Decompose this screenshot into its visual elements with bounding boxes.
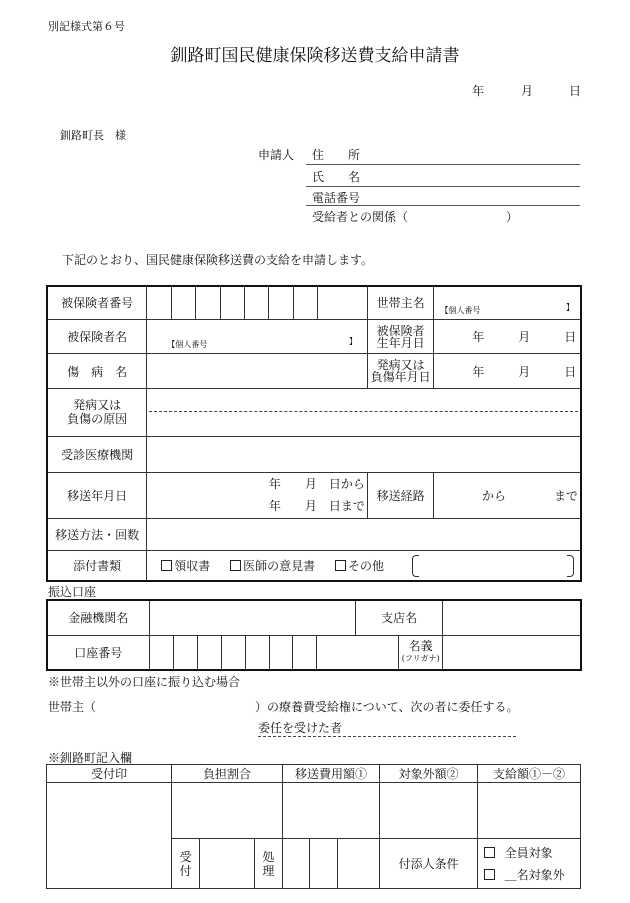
year-label: 年 [472, 330, 485, 345]
insured-number-digit[interactable] [244, 286, 268, 319]
account-digit[interactable] [269, 635, 293, 670]
account-label: 口座番号 [47, 635, 149, 670]
month-label: 月 [304, 499, 317, 514]
header-payment-amount: 支給額①－② [477, 765, 580, 783]
opt-all[interactable] [484, 846, 553, 860]
insured-number-digit[interactable] [269, 286, 293, 319]
injury-label: 傷 病 名 [47, 354, 147, 388]
insured-birth-label [367, 319, 434, 353]
onset-field[interactable] [434, 354, 581, 388]
attach-receipt[interactable] [161, 559, 210, 573]
method-field[interactable] [147, 518, 581, 550]
branch-label: 支店名 [355, 600, 443, 635]
date-day: 日 [569, 84, 582, 98]
insured-birth-label-1: 被保険者 [376, 323, 425, 338]
checkbox-icon[interactable] [335, 560, 346, 571]
phone-label: 電話番号 [312, 191, 361, 205]
onset-label [367, 354, 434, 388]
conditions-label: 付添人条件 [380, 839, 478, 889]
name-line[interactable] [306, 186, 580, 187]
insured-number-digit[interactable] [318, 286, 368, 319]
relation-close: ） [506, 210, 519, 224]
office-table [46, 764, 581, 889]
onset-label-1: 発病又は [376, 358, 425, 373]
insured-number-digit[interactable] [196, 286, 220, 319]
insured-number-digit[interactable] [293, 286, 317, 319]
date-month: 月 [521, 84, 534, 98]
addressee: 釧路町長 様 [60, 129, 126, 142]
checkbox-icon[interactable] [230, 560, 241, 571]
account-digit[interactable] [149, 635, 173, 670]
bank-table [46, 599, 582, 671]
checkbox-icon[interactable] [484, 869, 495, 880]
branch-field[interactable] [443, 600, 581, 635]
address-line[interactable] [306, 164, 580, 165]
household-head-field[interactable] [434, 286, 581, 319]
insured-name-label: 被保険者名 [47, 319, 147, 353]
attach-other[interactable] [335, 559, 384, 573]
holder-kana-label: (フリガナ) [401, 653, 440, 663]
hospital-label: 受診医療機関 [47, 436, 147, 472]
route-field[interactable] [434, 472, 581, 518]
main-table [46, 285, 582, 582]
injury-field[interactable] [147, 354, 368, 388]
phone-line[interactable] [306, 205, 580, 206]
address-label: 住 所 [312, 148, 361, 162]
bracket-close-icon [567, 555, 574, 577]
opt-excl-label: ＿名対象外 [504, 867, 565, 882]
insured-name-field[interactable] [147, 319, 368, 353]
conditions-options [477, 839, 580, 889]
route-label: 移送経路 [367, 472, 434, 518]
excluded-amount-field[interactable] [380, 783, 478, 839]
transfer-date-label: 移送年月日 [47, 472, 147, 518]
holder-label [398, 635, 443, 670]
applicant-label: 申請人 [258, 148, 295, 162]
header-transfer-amount: 移送費用額① [282, 765, 380, 783]
account-digit[interactable] [173, 635, 197, 670]
year-label: 年 [472, 364, 485, 379]
institution-label: 金融機関名 [47, 600, 149, 635]
route-to-label: まで [553, 488, 578, 503]
attachments-field [147, 551, 581, 581]
opt-all-label: 全員対象 [504, 845, 553, 860]
month-label: 月 [518, 330, 531, 345]
method-label: 移送方法・回数 [47, 518, 147, 550]
processed-field-1[interactable] [282, 839, 310, 889]
household-head-label: 世帯主名 [367, 286, 434, 319]
burden-ratio-field[interactable] [172, 783, 282, 839]
account-digit[interactable] [221, 635, 245, 670]
form-number: 別記様式第６号 [48, 20, 125, 33]
bracket-close: 】 [566, 302, 574, 312]
cause-label-2: 負傷の原因 [67, 412, 128, 427]
account-digit[interactable] [245, 635, 269, 670]
relation-label: 受給者との関係（ [312, 210, 409, 224]
personal-number-label: 【個人番号 [440, 305, 481, 315]
delegation-note: ※世帯主以外の口座に振り込む場合 [48, 675, 241, 689]
cause-dashed-line [149, 411, 578, 412]
insured-number-label: 被保険者番号 [47, 286, 147, 319]
delegation-head: 世帯主（ [48, 700, 97, 714]
name-label: 氏 名 [312, 170, 361, 184]
bracket-open-icon [412, 555, 419, 577]
account-spacer [317, 635, 398, 670]
from-label: 日から [328, 477, 365, 492]
processed-field-2[interactable] [310, 839, 338, 889]
route-from-label: から [481, 488, 506, 503]
delegate-dashed-line[interactable] [258, 736, 516, 737]
checkbox-icon[interactable] [484, 847, 495, 858]
attach-doctor-label: 医師の意見書 [243, 559, 316, 574]
header-reception-stamp: 受付印 [47, 765, 172, 783]
date-year: 年 [472, 84, 485, 98]
bank-section-title: 振込口座 [48, 585, 97, 599]
month-label: 月 [304, 477, 317, 492]
holder-field[interactable] [443, 635, 581, 670]
insured-number-digit[interactable] [220, 286, 244, 319]
page-title: 釧路町国民健康保険移送費支給申請書 [170, 46, 460, 66]
account-digit[interactable] [197, 635, 221, 670]
delegate-label: 委任を受けた者 [258, 721, 343, 735]
bracket-close: 】 [348, 337, 357, 347]
hospital-field[interactable] [147, 436, 581, 472]
processed-text: 処理 [262, 849, 275, 878]
delegation-text: ）の療養費受給権について、次の者に委任する。 [255, 700, 519, 714]
transfer-amount-field[interactable] [282, 783, 380, 839]
month-label: 月 [518, 364, 531, 379]
personal-number-label: 【個人番号 [167, 340, 208, 350]
cause-field[interactable] [147, 388, 581, 436]
attachments-label: 添付書類 [47, 551, 147, 581]
insured-number-digit[interactable] [171, 286, 195, 319]
office-section-title: ※釧路町記入欄 [48, 751, 133, 765]
reception-stamp-field[interactable] [47, 783, 172, 889]
attach-other-label: その他 [347, 559, 384, 574]
received-field[interactable] [199, 839, 254, 889]
processed-field-3[interactable] [337, 839, 379, 889]
cause-label-1: 発病又は [73, 398, 122, 413]
year-label: 年 [268, 499, 281, 514]
insured-number-digit[interactable] [147, 286, 171, 319]
checkbox-icon[interactable] [161, 560, 172, 571]
holder-label-text: 名義 [408, 638, 433, 653]
processed-label [255, 839, 283, 889]
received-text: 受付 [179, 849, 192, 878]
day-label: 日 [564, 364, 577, 379]
opt-excl[interactable] [484, 868, 565, 882]
statement: 下記のとおり、国民健康保険移送費の支給を申請します。 [62, 253, 374, 267]
onset-label-2: 負傷年月日 [370, 370, 431, 385]
to-label: 日まで [328, 499, 365, 514]
attach-receipt-label: 領収書 [174, 559, 211, 574]
cause-label [47, 388, 147, 436]
received-label [172, 839, 200, 889]
insured-birth-field[interactable] [434, 319, 581, 353]
day-label: 日 [564, 330, 577, 345]
year-label: 年 [268, 477, 281, 492]
institution-field[interactable] [149, 600, 355, 635]
account-digit[interactable] [293, 635, 317, 670]
insured-birth-label-2: 生年月日 [376, 335, 425, 350]
header-burden-ratio: 負担割合 [172, 765, 282, 783]
attach-doctor[interactable] [230, 559, 315, 573]
payment-amount-field[interactable] [477, 783, 580, 839]
transfer-date-field[interactable] [147, 472, 368, 518]
header-excluded-amount: 対象外額② [380, 765, 478, 783]
